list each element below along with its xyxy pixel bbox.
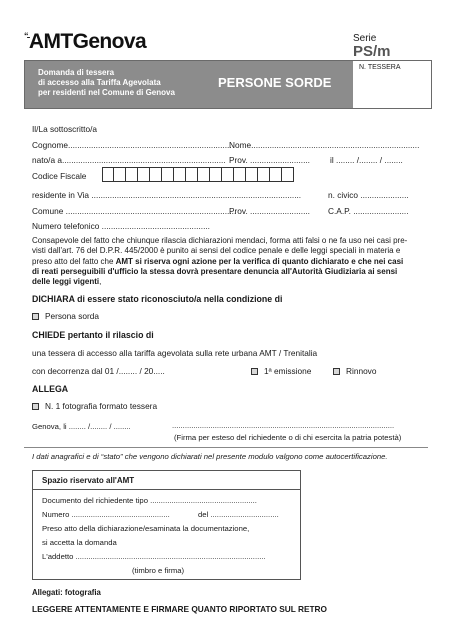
logo-text: AMTGenova — [28, 30, 147, 53]
dichiara-heading — [32, 294, 282, 304]
codice-fiscale-char-box[interactable] — [162, 167, 174, 182]
nome-field[interactable]: Nome......................................................................... — [229, 140, 420, 150]
allega-heading: ALLEGA — [32, 384, 69, 394]
nato-field[interactable]: nato/a a....................................................................... — [32, 155, 226, 165]
declaration-line-5-end: , — [99, 277, 102, 287]
declaration-line-5-bold: delle leggi vigenti — [32, 277, 100, 287]
serie-label: Serie — [353, 33, 377, 44]
cap-field[interactable]: C.A.P. ........................ — [328, 206, 409, 216]
codice-fiscale-char-box[interactable] — [258, 167, 270, 182]
codice-fiscale-boxes[interactable] — [102, 167, 294, 182]
serie-code: PS/m — [353, 43, 391, 60]
form-header-box — [24, 60, 432, 109]
header-subtitle — [38, 68, 175, 98]
codice-fiscale-char-box[interactable] — [210, 167, 222, 182]
chiede-heading — [32, 330, 154, 340]
prov-residenza-field[interactable]: Prov. .......................... — [229, 206, 310, 216]
codice-fiscale-char-box[interactable] — [174, 167, 186, 182]
codice-fiscale-char-box[interactable] — [186, 167, 198, 182]
prov-nascita-field[interactable]: Prov. .......................... — [229, 155, 310, 165]
amt-genova-logo — [24, 30, 146, 54]
sottoscritto-label: Il/La sottoscritto/a — [32, 124, 98, 134]
divider-line — [24, 447, 428, 448]
dichiara-label: DICHIARA — [32, 294, 75, 304]
civico-field[interactable]: n. civico ..................... — [328, 190, 409, 200]
codice-fiscale-char-box[interactable] — [270, 167, 282, 182]
codice-fiscale-char-box[interactable] — [198, 167, 210, 182]
declaration-line-5 — [32, 277, 424, 287]
prima-emissione-checkbox[interactable] — [251, 368, 258, 375]
rinnovo-checkbox[interactable] — [333, 368, 340, 375]
codice-fiscale-char-box[interactable] — [150, 167, 162, 182]
declaration-paragraph — [32, 236, 424, 287]
accetta-text: si accetta la domanda — [42, 538, 117, 547]
codice-fiscale-char-box[interactable] — [222, 167, 234, 182]
amt-reserved-box — [32, 470, 301, 580]
dichiara-text: di essere stato riconosciuto/a nella condizione di — [74, 294, 283, 304]
documento-field[interactable]: Documento del richiedente tipo .................................................. — [42, 496, 257, 505]
fotografia-label: N. 1 fotografia formato tessera — [45, 401, 158, 411]
codice-fiscale-char-box[interactable] — [234, 167, 246, 182]
telefono-field[interactable]: Numero telefonico ............................................... — [32, 221, 210, 231]
amt-box-divider — [33, 489, 300, 490]
fotografia-checkbox[interactable] — [32, 403, 39, 410]
amt-box-title: Spazio riservato all'AMT — [42, 476, 135, 485]
codice-fiscale-char-box[interactable] — [246, 167, 258, 182]
codice-fiscale-char-box[interactable] — [138, 167, 150, 182]
privacy-note: I dati anagrafici e di “stato” che vengono dichiarati nel presente modulo valgono come autocertificazione. — [32, 452, 388, 461]
codice-fiscale-char-box[interactable] — [126, 167, 138, 182]
persona-sorda-checkbox[interactable] — [32, 313, 39, 320]
allegati-label: Allegati: fotografia — [32, 588, 101, 597]
codice-fiscale-char-box[interactable] — [282, 167, 294, 182]
date-field[interactable]: Genova, li ........ /........ / ........ — [32, 422, 131, 431]
n-tessera-field[interactable]: N. TESSERA — [359, 64, 401, 71]
signature-caption: (Firma per esteso del richiedente o di chi esercita la patria potestà) — [174, 433, 402, 442]
decorrenza-field[interactable]: con decorrenza dal 01 /........ / 20..... — [32, 366, 165, 376]
numero-field[interactable]: Numero .............................................. — [42, 510, 170, 519]
addetto-field[interactable]: L'addetto ......................................................................................... — [42, 552, 266, 561]
declaration-line-3 — [32, 257, 424, 267]
subtitle-line-3: per residenti nel Comune di Genova — [38, 88, 175, 97]
chiede-label: CHIEDE — [32, 330, 66, 340]
subtitle-line-2: di accesso alla Tariffa Agevolata — [38, 78, 161, 87]
del-field[interactable]: del ................................ — [198, 510, 279, 519]
declaration-line-1: Consapevole del fatto che chiunque rilascia dichiarazioni mendaci, forma atti falsi o ne fa uso nei casi pre- — [32, 236, 408, 245]
codice-fiscale-char-box[interactable] — [102, 167, 114, 182]
preso-atto-text: Preso atto della dichiarazione/esaminata la documentazione, — [42, 524, 250, 533]
codice-fiscale-char-box[interactable] — [114, 167, 126, 182]
rinnovo-label: Rinnovo — [346, 366, 377, 376]
timbro-caption: (timbro e firma) — [132, 566, 185, 575]
residente-field[interactable]: residente in Via ........................................................................................... — [32, 190, 302, 200]
cognome-field[interactable]: Cognome....................................................................... — [32, 140, 232, 150]
form-title: PERSONE SORDE — [218, 75, 332, 90]
persona-sorda-label: Persona sorda — [45, 311, 99, 321]
logo-mark-icon: “̵ — [24, 31, 28, 41]
declaration-line-2: visti dall'art. 76 del D.P.R. 445/2000 è punito ai sensi del codice penale e delle leggi speciali in materia e — [32, 246, 401, 256]
codice-fiscale-label: Codice Fiscale — [32, 171, 87, 181]
chiede-text: pertanto il rilascio di — [65, 330, 154, 340]
header-title-panel — [25, 61, 353, 108]
declaration-line-3a: preso atto del fatto che — [32, 256, 116, 266]
declaration-line-4: di reati perseguibili d'ufficio la stessa dovrà presentare denuncia all'Autorità Giudiziaria ai sensi — [32, 266, 398, 276]
declaration-line-3b: AMT si riserva ogni azione per la verifica di quanto dichiarato e che nei casi — [115, 256, 404, 266]
comune-field[interactable]: Comune .......................................................................... — [32, 206, 237, 216]
leggere-notice: LEGGERE ATTENTAMENTE E FIRMARE QUANTO RIPORTATO SUL RETRO — [32, 604, 328, 614]
data-nascita-field[interactable]: il ........ /........ / ........ — [330, 155, 403, 165]
subtitle-line-1: Domanda di tessera — [38, 68, 115, 77]
tessera-description: una tessera di accesso alla tariffa agevolata sulla rete urbana AMT / Trenitalia — [32, 348, 318, 358]
signature-line[interactable]: ........................................................................................................ — [172, 421, 395, 430]
prima-emissione-label: 1ª emissione — [264, 366, 312, 376]
